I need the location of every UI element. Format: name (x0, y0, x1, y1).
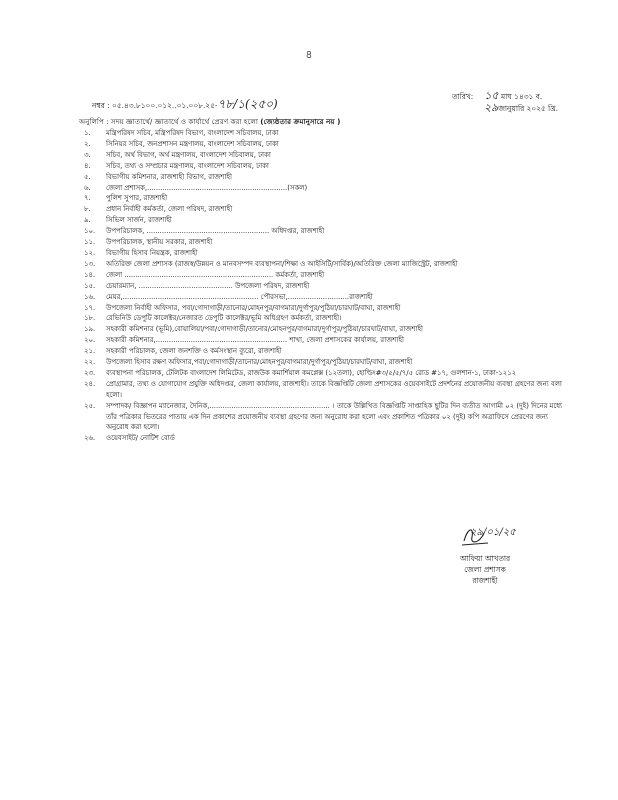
bangla-day: ১৫ (484, 89, 499, 102)
distribution-item-number: ১৮. (84, 314, 96, 323)
distribution-item-number: ৫. (84, 172, 91, 181)
distribution-list (84, 128, 564, 444)
distribution-item-text: সহকারী পরিচালক, জেলা জনশক্তি ও কর্মসংস্থান ব্যুরো, রাজশাহী (106, 347, 282, 356)
distribution-item (84, 139, 564, 150)
distribution-item-text: অতিরিক্ত জেলা প্রশাসক (রাজস্ব/উন্নয়ন ও মানবসম্পদ ব্যবস্থাপনা/শিক্ষা ও আইসিটি/সার্বিক)/অতিরিক্ত জেলা ম্যাজিস্ট্রেট, রাজশাহী (106, 259, 458, 268)
distribution-item-number: ৬. (84, 183, 91, 192)
distribution-item (84, 324, 564, 335)
distribution-item-number: ৭. (84, 194, 91, 203)
distribution-item (84, 193, 564, 204)
distribution-item-number: ২৪. (84, 379, 96, 388)
distribution-item-text: সহকারী কমিশনার (ভূমি),বোয়ালিয়া/পবা/গোদাগাড়ী/তানোর/মোহনপুর/বাগমারা/দুর্গাপুর/পুঠিয়া/চারঘাট/বাঘা, রাজশাহী (106, 325, 424, 334)
distribution-item (84, 401, 564, 434)
memo-label: নম্বর : (92, 101, 110, 110)
distribution-item-text: ব্যবস্থাপনা পরিচালক, টেলিটক বাংলাদেশ লিমিটেড, রাজউক কমার্শিয়াল কমপ্লেক্স (১২তলা), হোল্ডিং#৩/৫/৫/৭/৫ রোড #১৭, গুলশান-১, ঢাকা-১২১২ (106, 368, 517, 377)
distribution-item-number: ১৩. (84, 259, 96, 268)
page-number: ৪ (305, 48, 313, 61)
copy-intro-text: অনুলিপি : সদয় জ্ঞাতার্থে/ জ্ঞাতার্থে ও কার্যার্থে প্রেরণ করা হলো (79, 117, 258, 126)
distribution-item (84, 346, 564, 357)
distribution-item (84, 292, 564, 303)
distribution-item-number: ২০. (84, 336, 96, 345)
distribution-item-number: ১৭. (84, 303, 96, 312)
distribution-item-number: ২৬. (84, 434, 96, 443)
distribution-item-number: ২৩. (84, 368, 96, 377)
distribution-item (84, 204, 564, 215)
date-block (452, 90, 558, 114)
bangla-date: মাঘ ১৪৩১ ব. (501, 92, 543, 101)
distribution-item-text: উপপরিচালক, স্থানীয় সরকার, রাজশাহী (106, 238, 213, 247)
distribution-item-text: উপপরিচালক, ........................................................ অধিদপ্তর, রাজশাহী (106, 227, 325, 236)
distribution-item-text: রেভিনিউ ডেপুটি কালেক্টর/নেজারত ডেপুটি কালেক্টর/ভূমি অধিগ্রহণ কর্মকর্তা, রাজশাহী। (106, 314, 342, 323)
date-label: তারিখ: (452, 92, 474, 101)
distribution-item-text: উপজেলা নির্বাহী অফিসার, পবা/গোদাগাড়ী/তানোর/মোহনপুর/বাগমারা/দুর্গাপুর/পুঠিয়া/চারঘাট/বাঘা, রাজশাহী (106, 303, 401, 312)
distribution-item-text: সচিব, তথ্য ও সম্প্রচার মন্ত্রণালয়, বাংলাদেশ সচিবালয়, ঢাকা (106, 161, 269, 170)
distribution-item-text: পুলিশ সুপার, রাজশাহী (106, 194, 168, 203)
distribution-item (84, 335, 564, 346)
distribution-item-number: ২২. (84, 358, 96, 367)
distribution-item-number: ১৬. (84, 292, 96, 301)
distribution-item (84, 226, 564, 237)
distribution-item-number: ১২. (84, 248, 96, 257)
distribution-item-text: প্রোগ্রামার, তথ্য ও যোগাযোগ প্রযুক্তি অধিদপ্তর, জেলা কার্যালয়, রাজশাহী। তাকে বিজ্ঞপ্তিটি জেলা প্রশাসকের ওয়েবসাইটে প্রদর্শনের প্রয়োজনীয় ব্যবস্থা গ্রহণের জন্য বলা হলো। (106, 379, 562, 399)
english-date: জানুয়ারি ২০২৫ খ্রি. (498, 104, 559, 113)
distribution-item-number: ২. (84, 139, 91, 148)
distribution-item-number: ৩. (84, 150, 91, 159)
distribution-item (84, 368, 564, 379)
distribution-item-number: ৮. (84, 205, 91, 214)
distribution-item (84, 313, 564, 324)
distribution-item-text: উপজেলা হিসাব রক্ষণ অফিসার,পবা/গোদাগাড়ী/তানোর/মোহনপুর/বাগমারা/দুর্গাপুর/পুঠিয়া/চারঘাট/বাঘা, রাজশাহী (106, 358, 413, 367)
distribution-item-text: মন্ত্রিপরিষদ সচিব, মন্ত্রিপরিষদ বিভাগ, বাংলাদেশ সচিবালয়, ঢাকা (106, 129, 279, 137)
distribution-item (84, 215, 564, 226)
distribution-item (84, 433, 564, 444)
distribution-item (84, 150, 564, 161)
memo-number (92, 96, 278, 116)
distribution-item-number: ১১. (84, 238, 96, 247)
distribution-item-number: ১. (84, 129, 91, 137)
distribution-item-text: মেয়র,.............................................................. পৌরসভা,............................রাজশাহী (106, 292, 373, 301)
distribution-item (84, 237, 564, 248)
distribution-item (84, 172, 564, 183)
distribution-item-text: ওয়েবসাইট/ নোটিশ বোর্ড (106, 434, 175, 443)
distribution-item (84, 183, 564, 194)
memo-number-text: ০৫.৪৩.৮১০০.০১২..০১.০০৮.২৫- (112, 101, 218, 110)
distribution-item-number: ১৪. (84, 270, 96, 279)
distribution-item-number: ২১. (84, 347, 96, 356)
distribution-item-text: সিনিয়র সচিব, জনপ্রশাসন মন্ত্রণালয়, বাংলাদেশ সচিবালয়, ঢাকা (106, 139, 279, 148)
distribution-item-number: ২৫. (84, 401, 96, 410)
distribution-item (84, 357, 564, 368)
english-day: ২৯ (484, 101, 499, 114)
distribution-item (84, 259, 564, 270)
distribution-item-number: ১৯. (84, 325, 96, 334)
distribution-item (84, 303, 564, 314)
distribution-item (84, 128, 564, 139)
distribution-item-text: জেলা .................................................................... কর্মকর্তা, রাজশাহী (106, 270, 325, 279)
distribution-item-number: ১০. (84, 227, 96, 236)
distribution-item (84, 248, 564, 259)
distribution-item-text: বিভাগীয় হিসাব নিয়ন্ত্রক, রাজশাহী (106, 248, 198, 257)
memo-handwritten: ৭৮/১(২৫০) (217, 97, 278, 111)
copy-intro-note: (জ্যেষ্ঠতার ক্রমানুসারে নয় ) (260, 117, 341, 126)
distribution-item-text: প্রধান নির্বাহী কর্মকর্তা, জেলা পরিষদ, রাজশাহী (106, 205, 233, 214)
distribution-item-text: সম্পাদক/ বিজ্ঞাপন ম্যানেজার, দৈনিক,....................................................... । তাকে উল্লিখিত বিজ্ঞপ্তিটি সাপ্তাহিক ছুটির দিন ব্যতীত আগামী ০২ (দুই) দিনের মধ্যে তাঁর পত্রিকার ভিতরের পাতায় এক দিন প্রকাশের প্রয়োজনীয় ব্যবস্থা গ্রহণের জন্য অনুরোধ করা হলো এবং প্রকাশিত পত্রিকার ০২ (দুই) কপি অত্রাফিসে প্রেরণের জন্য অনুরোধ করা হলো। (106, 401, 563, 432)
distribution-item (84, 281, 564, 292)
signatory-designation: জেলা প্রশাসক (464, 565, 506, 574)
signatory-name: আফিয়া আখতার (459, 554, 511, 563)
distribution-item-number: ৯. (84, 216, 91, 225)
distribution-item-text: সিভিল সার্জন, রাজশাহী (106, 216, 172, 225)
signature-block (440, 527, 530, 586)
distribution-item-number: ৪. (84, 161, 91, 170)
distribution-item (84, 270, 564, 281)
distribution-item-text: জেলা প্রশাসক,................................................................(সকল) (106, 183, 308, 192)
signatory-location: রাজশাহী (472, 576, 498, 585)
distribution-item-text: সহকারী কমিশনার,............................................................ শাখা, জেলা প্রশাসকের কার্যালয়, রাজশাহী (106, 336, 404, 345)
distribution-item-number: ১৫. (84, 281, 96, 290)
distribution-item (84, 379, 564, 401)
distribution-item (84, 161, 564, 172)
distribution-item-text: সচিব, অর্থ বিভাগ, অর্থ মন্ত্রণালয়, বাংলাদেশ সচিবালয়, ঢাকা (106, 150, 271, 159)
distribution-item-text: চেয়ারম্যান, ........................................... উপজেলা পরিষদ, রাজশাহী (106, 281, 310, 290)
distribution-item-text: বিভাগীয় কমিশনার, রাজশাহী বিভাগ, রাজশাহী (106, 172, 232, 181)
signature-date: ২৯/০১/২৫ (470, 527, 516, 538)
